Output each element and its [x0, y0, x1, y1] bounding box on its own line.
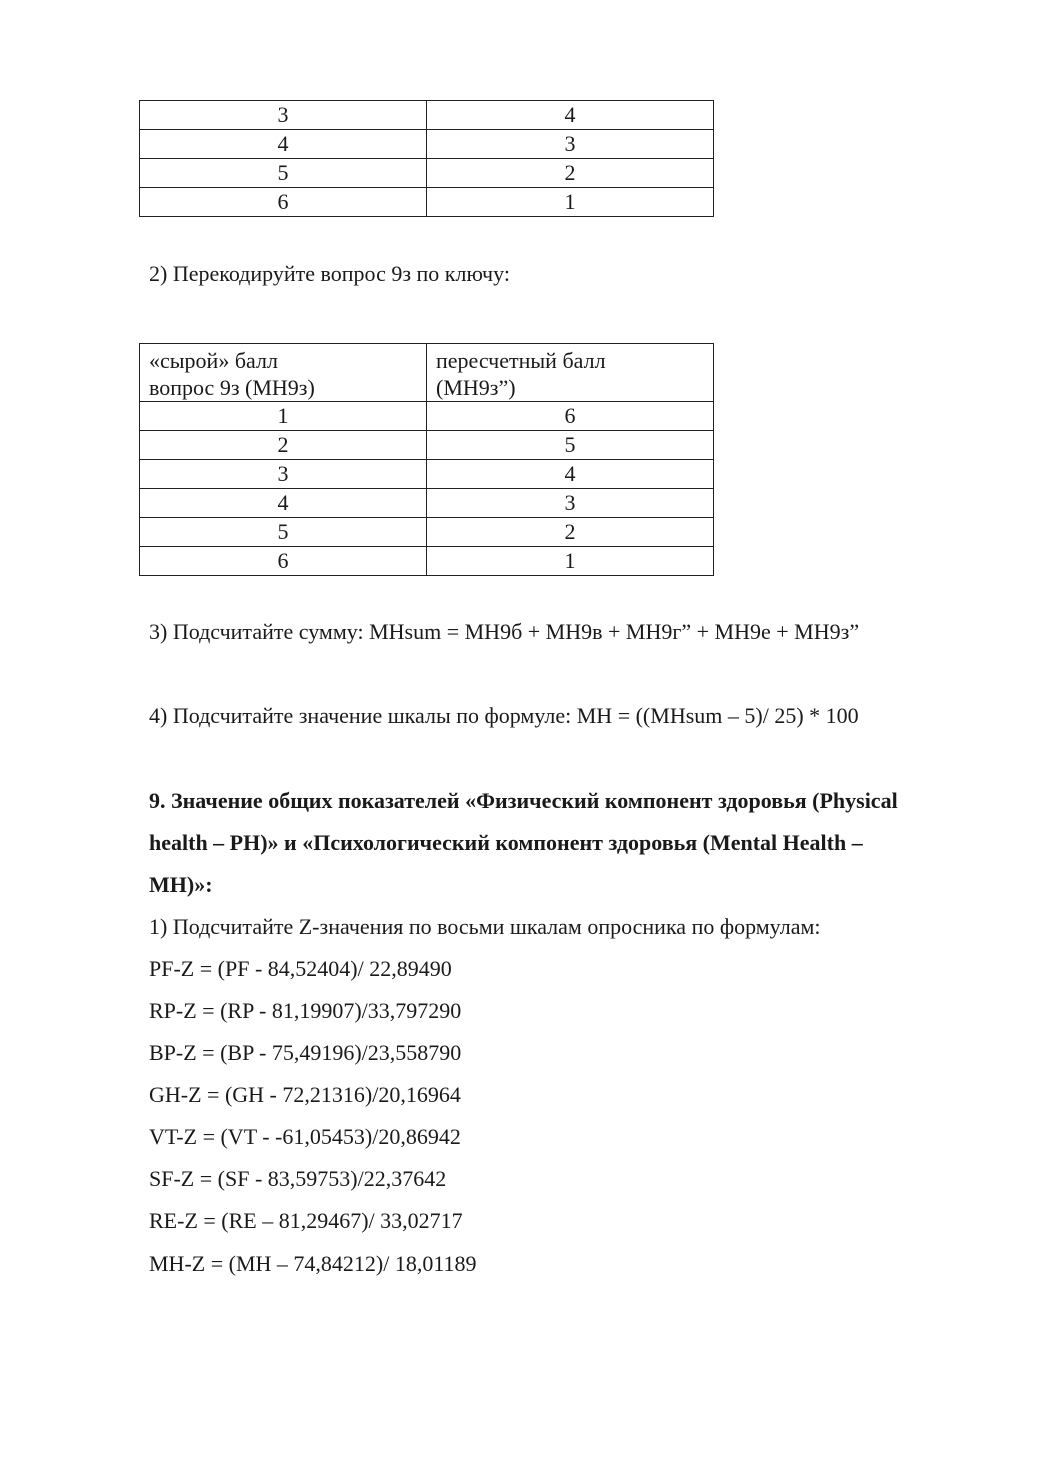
- recode-table-continuation: [139, 100, 714, 217]
- formula-vt-z: VT-Z = (VT - -61,05453)/20,86942: [149, 1124, 461, 1149]
- section-9-heading: [149, 780, 999, 906]
- section-9-heading-line2: health – PH)» и «Психологический компонент здоровья (Mental Health –: [149, 830, 863, 855]
- header-raw-score: [140, 344, 427, 402]
- table-cell: 6: [140, 547, 427, 576]
- table-row: [140, 489, 714, 518]
- formula-bp-z: BP-Z = (BP - 75,49196)/23,558790: [149, 1040, 462, 1065]
- table-cell: 3: [427, 130, 714, 159]
- table-cell: 1: [427, 547, 714, 576]
- recode-table-mh9z: [139, 343, 714, 576]
- table-row: [140, 159, 714, 188]
- table-cell: 6: [140, 188, 427, 217]
- formula-rp-z: RP-Z = (RP - 81,19907)/33,797290: [149, 998, 462, 1023]
- header-raw-score-line2: вопрос 9з (MH9з): [149, 375, 315, 400]
- header-recoded-score-line1: пересчетный балл: [436, 348, 606, 373]
- table-row: [140, 402, 714, 431]
- table-row: [140, 130, 714, 159]
- step-2-text: 2) Перекодируйте вопрос 9з по ключу:: [149, 261, 510, 286]
- table-cell: 3: [140, 460, 427, 489]
- table-row: [140, 518, 714, 547]
- table-cell: 2: [427, 518, 714, 547]
- table-row: [140, 460, 714, 489]
- formula-mh-z: MH-Z = (MH – 74,84212)/ 18,01189: [149, 1251, 477, 1276]
- table-cell: 4: [427, 460, 714, 489]
- table-header-row: [140, 344, 714, 402]
- table-cell: 3: [427, 489, 714, 518]
- table-cell: 2: [427, 159, 714, 188]
- section-9-heading-line1: 9. Значение общих показателей «Физический компонент здоровья (Physical: [149, 788, 898, 813]
- table-cell: 2: [140, 431, 427, 460]
- table-cell: 4: [140, 489, 427, 518]
- step-3-text: 3) Подсчитайте сумму: MHsum = MH9б + MH9в + MH9г” + MH9е + MH9з”: [149, 619, 860, 644]
- table-row: [140, 547, 714, 576]
- step-4-text: 4) Подсчитайте значение шкалы по формуле: МН = ((MHsum – 5)/ 25) * 100: [149, 703, 859, 728]
- table-cell: 4: [427, 101, 714, 130]
- header-recoded-score: [427, 344, 714, 402]
- table-cell: 5: [427, 431, 714, 460]
- table-row: [140, 188, 714, 217]
- table-cell: 4: [140, 130, 427, 159]
- section-9-intro: 1) Подсчитайте Z-значения по восьми шкалам опросника по формулам:: [149, 914, 821, 939]
- table-cell: 5: [140, 518, 427, 547]
- formula-sf-z: SF-Z = (SF - 83,59753)/22,37642: [149, 1166, 447, 1191]
- formula-gh-z: GH-Z = (GH - 72,21316)/20,16964: [149, 1082, 461, 1107]
- table-cell: 6: [427, 402, 714, 431]
- table-row: [140, 431, 714, 460]
- section-9-heading-line3: MH)»:: [149, 872, 213, 897]
- table-cell: 1: [427, 188, 714, 217]
- formula-re-z: RE-Z = (RE – 81,29467)/ 33,02717: [149, 1208, 463, 1233]
- table-row: [140, 101, 714, 130]
- formula-pf-z: PF-Z = (PF - 84,52404)/ 22,89490: [149, 956, 452, 981]
- header-raw-score-line1: «сырой» балл: [149, 348, 278, 373]
- table-cell: 5: [140, 159, 427, 188]
- header-recoded-score-line2: (MH9з”): [436, 375, 516, 400]
- table-cell: 1: [140, 402, 427, 431]
- table-cell: 3: [140, 101, 427, 130]
